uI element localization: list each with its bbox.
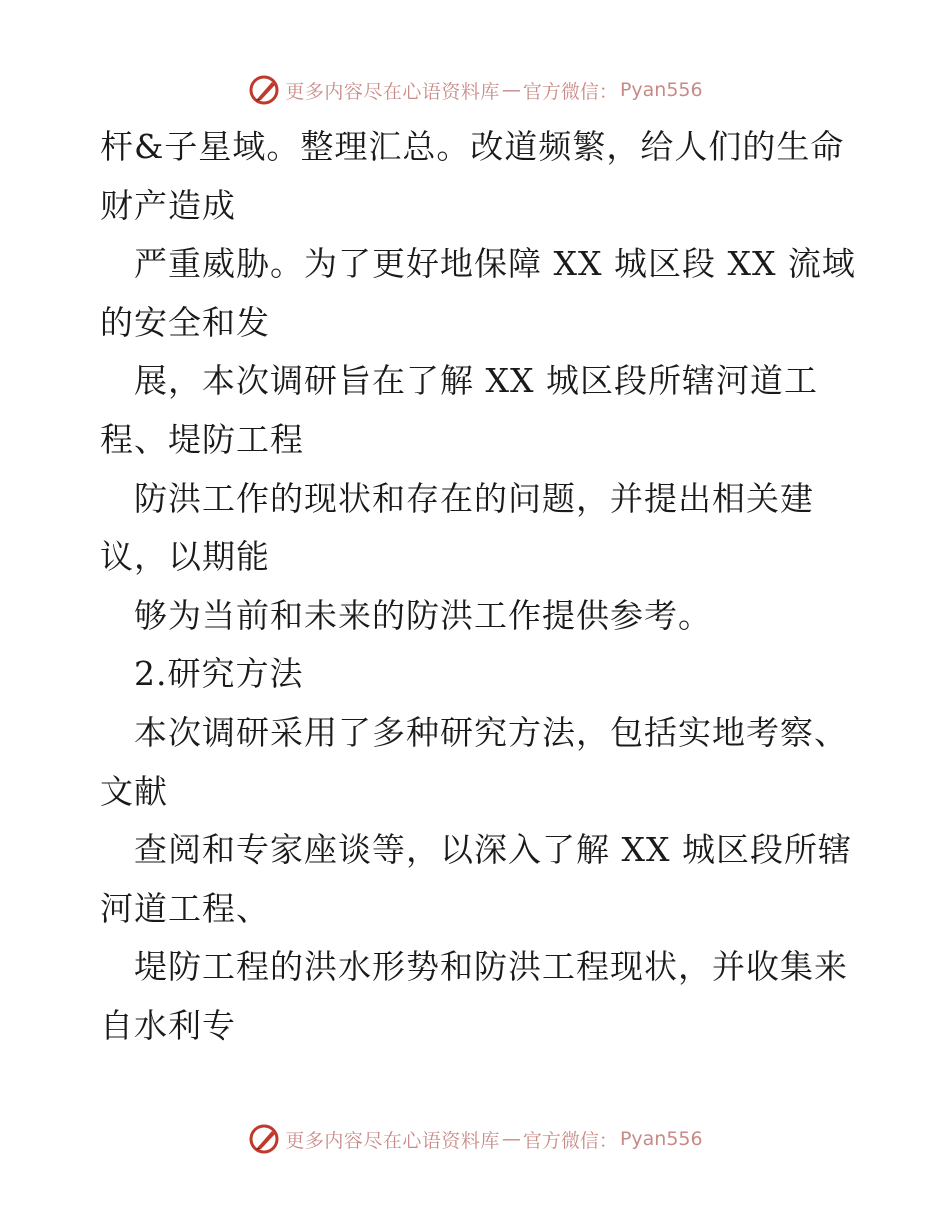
watermark-wechat-label: 官方微信： xyxy=(522,80,618,103)
text-line-2: 财产造成 xyxy=(100,185,236,225)
text-line-14: 河道工程、 xyxy=(100,888,270,928)
watermark-wechat-id: Pyan556 xyxy=(619,1128,703,1150)
text-line-1: 杆&子星域。整理汇总。改道频繁，给人们的生命 xyxy=(100,127,845,166)
text-line-13: 查阅和专家座谈等，以深入了解 XX 城区段所辖 xyxy=(134,830,852,870)
text-line-16: 自水利专 xyxy=(100,1005,236,1045)
text-line-6: 程、堤防工程 xyxy=(100,419,304,459)
pen-logo-icon xyxy=(247,73,281,107)
section-heading: 2.研究方法 xyxy=(134,654,304,694)
watermark-dash: — xyxy=(501,79,521,101)
text-line-9: 够为当前和未来的防洪工作提供参考。 xyxy=(134,595,712,635)
text-line-5: 展，本次调研旨在了解 XX 城区段所辖河道工 xyxy=(134,361,818,401)
watermark-brand: 更多内容尽在心语资料库 xyxy=(285,80,500,103)
text-line-12: 文献 xyxy=(100,771,168,811)
pen-logo-icon xyxy=(247,1122,281,1156)
text-line-7: 防洪工作的现状和存在的问题，并提出相关建 xyxy=(134,478,814,518)
header-watermark xyxy=(0,70,950,110)
watermark-dash: — xyxy=(501,1128,521,1150)
text-line-8: 议，以期能 xyxy=(100,537,270,577)
text-line-15: 堤防工程的洪水形势和防洪工程现状，并收集来 xyxy=(134,947,848,987)
text-line-3: 严重威胁。为了更好地保障 XX 城区段 XX 流域 xyxy=(134,244,856,284)
watermark-wechat-id: Pyan556 xyxy=(619,79,703,101)
footer-watermark xyxy=(0,1119,950,1159)
watermark-wechat-label: 官方微信： xyxy=(522,1129,618,1152)
watermark-brand: 更多内容尽在心语资料库 xyxy=(285,1129,500,1152)
text-line-11: 本次调研采用了多种研究方法，包括实地考察、 xyxy=(134,712,848,752)
document-body xyxy=(100,118,880,1056)
text-line-4: 的安全和发 xyxy=(100,302,270,342)
